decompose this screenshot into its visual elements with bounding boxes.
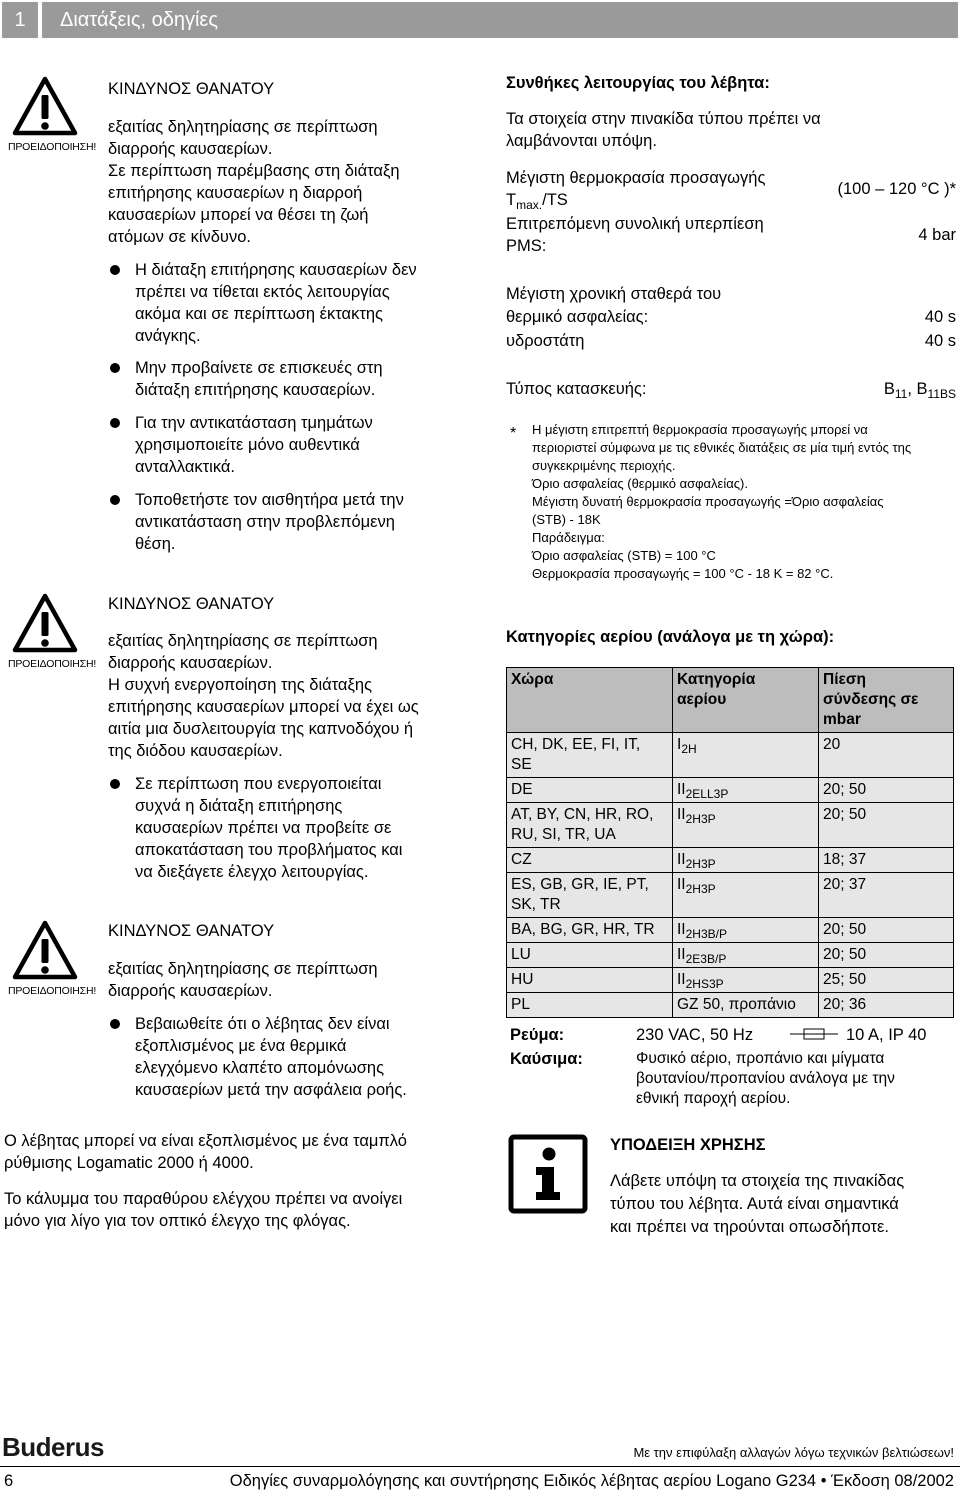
- bullet-text: καυσαερίων μετά την ασφάλεια ροής.: [135, 1081, 407, 1099]
- country-cell: DE: [507, 778, 673, 803]
- warning-block-2: [8, 593, 97, 670]
- country-cell: ES, GB, GR, IE, PT, SK, TR: [507, 873, 673, 918]
- fuel-value: εθνική παροχή αερίου.: [636, 1090, 791, 1107]
- section-title: Συνθήκες λειτουργίας του λέβητα:: [506, 74, 770, 92]
- gas-category-cell: $II_{2H3P}$: [673, 803, 819, 848]
- fuse-icon: [790, 1026, 838, 1042]
- column-header: Πίεση σύνδεσης σε mbar: [819, 668, 954, 733]
- table-row: [507, 803, 954, 848]
- pressure-cell: 20; 37: [819, 873, 954, 918]
- danger-title: ΚΙΝΔΥΝΟΣ ΘΑΝΑΤΟΥ: [108, 595, 275, 613]
- table-row: [507, 993, 954, 1018]
- gas-category-table: [506, 667, 954, 1018]
- bullet-text: πρέπει να τίθεται εκτός λειτουργίας: [135, 283, 390, 301]
- bullet-text: Βεβαιωθείτε ότι ο λέβητας δεν είναι: [135, 1015, 390, 1033]
- footnote-line: Θερμοκρασία προσαγωγής = 100 °C - 18 K = 82 °C.: [532, 566, 834, 581]
- footnote-line: Όριο ασφαλείας (STB) = 100 °C: [532, 548, 716, 563]
- table-row: [507, 848, 954, 873]
- country-cell: PL: [507, 993, 673, 1018]
- bullet-icon: [110, 418, 120, 428]
- bullet-text: αντικατάσταση στην προβλεπόμενη: [135, 513, 395, 531]
- country-cell: HU: [507, 968, 673, 993]
- footnote-line: Παράδειγμα:: [532, 530, 605, 545]
- spec-label: Μέγιστη χρονική σταθερά του: [506, 285, 722, 303]
- bullet-icon: [110, 363, 120, 373]
- gas-category-cell: GZ 50, προπάνιο: [673, 993, 819, 1018]
- danger-title: ΚΙΝΔΥΝΟΣ ΘΑΝΑΤΟΥ: [108, 922, 275, 940]
- spec-label: Επιτρεπόμενη συνολική υπερπίεση: [506, 215, 764, 233]
- page-number: 6: [4, 1472, 14, 1490]
- footer-divider: [0, 1466, 960, 1467]
- table-header-row: [507, 668, 954, 733]
- footer-document-title: Οδηγίες συναρμολόγησης και συντήρησης Ειδικός λέβητας αερίου Logano G234 • Έκδοση 08/2002: [229, 1472, 954, 1490]
- column-header: Χώρα: [507, 668, 673, 733]
- bullet-text: Η διάταξη επιτήρησης καυσαερίων δεν: [135, 261, 417, 279]
- bullet-text: ανταλλακτικά.: [135, 458, 236, 476]
- warning-block-3: [8, 920, 97, 997]
- footnote-line: Όριο ασφαλείας (θερμικό ασφαλείας).: [532, 476, 748, 491]
- spec-label: $T_{max.}/TS$: [506, 191, 568, 212]
- spec-value: (100 – 120 °C )*: [837, 180, 956, 198]
- text-line: επιτήρησης καυσαερίων η διαρροή: [108, 184, 363, 202]
- fuel-value: βουτανίου/προπανίου ανάλογα με την: [636, 1070, 895, 1087]
- warning-block-1: [8, 76, 97, 153]
- warning-label: ΠΡΟΕΙΔΟΠΟΙΗΣΗ!: [8, 141, 97, 153]
- text-line: διαρροής καυσαερίων.: [108, 654, 273, 672]
- text-line: εξαιτίας δηλητηρίασης σε περίπτωση: [108, 632, 378, 650]
- bullet-icon: [110, 779, 120, 789]
- hint-title: ΥΠΟΔΕΙΞΗ ΧΡΗΣΗΣ: [610, 1136, 766, 1154]
- chapter-number: 1: [2, 2, 38, 38]
- danger-title: ΚΙΝΔΥΝΟΣ ΘΑΝΑΤΟΥ: [108, 80, 275, 98]
- pressure-cell: 18; 37: [819, 848, 954, 873]
- warning-label: ΠΡΟΕΙΔΟΠΟΙΗΣΗ!: [8, 658, 97, 670]
- bullet-text: ελεγχόμενο κλαπέτο απομόνωσης: [135, 1059, 385, 1077]
- hint-line: και πρέπει να τηρούνται οπωσδήποτε.: [610, 1218, 890, 1236]
- spec-label: θερμικό ασφαλείας:: [506, 308, 649, 326]
- power-label: Ρεύμα:: [510, 1026, 565, 1044]
- country-cell: CH, DK, EE, FI, IT, SE: [507, 733, 673, 778]
- gas-category-cell: $I_{2H}$: [673, 733, 819, 778]
- bullet-text: να διεξάγετε έλεγχο λειτουργίας.: [135, 863, 369, 881]
- text-line: διαρροής καυσαερίων.: [108, 982, 273, 1000]
- footnote-star: *: [510, 425, 517, 442]
- fuse-value: 10 A, IP 40: [846, 1026, 927, 1044]
- warning-label: ΠΡΟΕΙΔΟΠΟΙΗΣΗ!: [8, 985, 97, 997]
- bullet-text: διάταξη επιτήρησης καυσαερίων.: [135, 381, 376, 399]
- bullet-text: ακόμα και σε περίπτωση έκτακτης: [135, 305, 383, 323]
- country-cell: BA, BG, GR, HR, TR: [507, 918, 673, 943]
- chapter-title: Διατάξεις, οδηγίες: [42, 2, 958, 38]
- text-line: ατόμων σε κίνδυνο.: [108, 228, 251, 246]
- paragraph-line: Ο λέβητας μπορεί να είναι εξοπλισμένος με ένα ταμπλό: [4, 1132, 407, 1150]
- country-cell: LU: [507, 943, 673, 968]
- text-line: λαμβάνονται υπόψη.: [506, 132, 657, 150]
- paragraph-line: Το κάλυμμα του παραθύρου ελέγχου πρέπει να ανοίγει: [4, 1190, 403, 1208]
- text-line: εξαιτίας δηλητηρίασης σε περίπτωση: [108, 960, 378, 978]
- bullet-text: Μην προβαίνετε σε επισκευές στη: [135, 359, 383, 377]
- info-icon: [508, 1134, 588, 1214]
- footnote-line: (STB) - 18K: [532, 512, 601, 527]
- pressure-cell: 20; 36: [819, 993, 954, 1018]
- spec-label: Μέγιστη θερμοκρασία προσαγωγής: [506, 169, 766, 187]
- warning-triangle-icon: [12, 76, 78, 136]
- paragraph-line: ρύθμισης Logamatic 2000 ή 4000.: [4, 1154, 254, 1172]
- footnote-line: Η μέγιστη επιτρεπτή θερμοκρασία προσαγωγής μπορεί να: [532, 422, 868, 437]
- table-row: [507, 918, 954, 943]
- bullet-text: αποκατάσταση του προβλήματος και: [135, 841, 403, 859]
- bullet-text: χρησιμοποιείτε μόνο αυθεντικά: [135, 436, 360, 454]
- bullet-text: Τοποθετήστε τον αισθητήρα μετά την: [135, 491, 404, 509]
- spec-value: 4 bar: [918, 226, 956, 244]
- footnote-line: περιοριστεί σύμφωνα με τις εθνικές διατάξεις σε μία τιμή εντός της: [532, 440, 912, 455]
- bullet-text: καυσαερίων πρέπει να προβείτε σε: [135, 819, 392, 837]
- text-line: Η συχνή ενεργοποίηση της διάταξης: [108, 676, 372, 694]
- gas-category-cell: $II_{2H3B/P}$: [673, 918, 819, 943]
- section-title: Κατηγορίες αερίου (ανάλογα με τη χώρα):: [506, 628, 835, 646]
- spec-value: $B_{11}$, $B_{11BS}$: [883, 380, 956, 401]
- text-line: Τα στοιχεία στην πινακίδα τύπου πρέπει να: [506, 110, 821, 128]
- hint-line: τύπου του λέβητα. Αυτά είναι σημαντικά: [610, 1195, 899, 1213]
- fuel-value: Φυσικό αέριο, προπάνιο και μίγματα: [636, 1050, 885, 1067]
- pressure-cell: 20; 50: [819, 803, 954, 848]
- bullet-icon: [110, 495, 120, 505]
- spec-value: 40 s: [924, 332, 956, 350]
- table-row: [507, 873, 954, 918]
- text-line: Σε περίπτωση παρέμβασης στη διάταξη: [108, 162, 400, 180]
- paragraph-line: μόνο για λίγο για τον οπτικό έλεγχο της φλόγας.: [4, 1212, 351, 1230]
- pressure-cell: 20: [819, 733, 954, 778]
- power-value: 230 VAC, 50 Hz: [636, 1026, 754, 1044]
- pressure-cell: 20; 50: [819, 943, 954, 968]
- bullet-text: Για την αντικατάσταση τμημάτων: [135, 414, 373, 432]
- bullet-text: θέση.: [135, 535, 176, 553]
- gas-category-cell: $II_{2HS3P}$: [673, 968, 819, 993]
- pressure-cell: 20; 50: [819, 778, 954, 803]
- text-line: αιτία μια δυσλειτουργία της καπνοδόχου ή: [108, 720, 414, 738]
- table-row: [507, 733, 954, 778]
- bullet-text: Σε περίπτωση που ενεργοποιείται: [135, 775, 382, 793]
- text-line: επιτήρησης καυσαερίων μπορεί να έχει ως: [108, 698, 419, 716]
- spec-label: PMS:: [506, 237, 547, 255]
- spec-value: 40 s: [924, 308, 956, 326]
- gas-category-cell: $II_{2E3B/P}$: [673, 943, 819, 968]
- gas-category-cell: $II_{2ELL3P}$: [673, 778, 819, 803]
- bullet-icon: [110, 1019, 120, 1029]
- column-header: Κατηγορία αερίου: [673, 668, 819, 733]
- country-cell: AT, BY, CN, HR, RO, RU, SI, TR, UA: [507, 803, 673, 848]
- text-line: διαρροής καυσαερίων.: [108, 140, 273, 158]
- country-cell: CZ: [507, 848, 673, 873]
- fuel-label: Καύσιμα:: [510, 1050, 583, 1068]
- footer-notice: Με την επιφύλαξη αλλαγών λόγω τεχνικών βελτιώσεων!: [633, 1445, 954, 1460]
- footnote-line: Μέγιστη δυνατή θερμοκρασία προσαγωγής =Όριο ασφαλείας: [532, 494, 884, 509]
- gas-category-cell: $II_{2H3P}$: [673, 848, 819, 873]
- spec-label: υδροστάτη: [506, 332, 585, 350]
- bullet-text: συχνά η διάταξη επιτήρησης: [135, 797, 343, 815]
- gas-category-cell: $II_{2H3P}$: [673, 873, 819, 918]
- text-line: καυσαερίων μπορεί να θέσει τη ζωή: [108, 206, 369, 224]
- bullet-icon: [110, 265, 120, 275]
- text-line: εξαιτίας δηλητηρίασης σε περίπτωση: [108, 118, 378, 136]
- pressure-cell: 20; 50: [819, 918, 954, 943]
- footnote-line: συγκεκριμένης περιοχής.: [532, 458, 676, 473]
- spec-label: Τύπος κατασκευής:: [506, 380, 647, 398]
- pressure-cell: 25; 50: [819, 968, 954, 993]
- table-row: [507, 968, 954, 993]
- table-row: [507, 778, 954, 803]
- warning-triangle-icon: [12, 920, 78, 980]
- warning-triangle-icon: [12, 593, 78, 653]
- table-row: [507, 943, 954, 968]
- buderus-logo: Buderus: [2, 1432, 104, 1462]
- bullet-text: εξοπλισμένος με ένα θερμικά: [135, 1037, 347, 1055]
- text-line: της διόδου καυσαερίων.: [108, 742, 283, 760]
- bullet-text: ανάγκης.: [135, 327, 201, 345]
- hint-line: Λάβετε υπόψη τα στοιχεία της πινακίδας: [610, 1172, 905, 1190]
